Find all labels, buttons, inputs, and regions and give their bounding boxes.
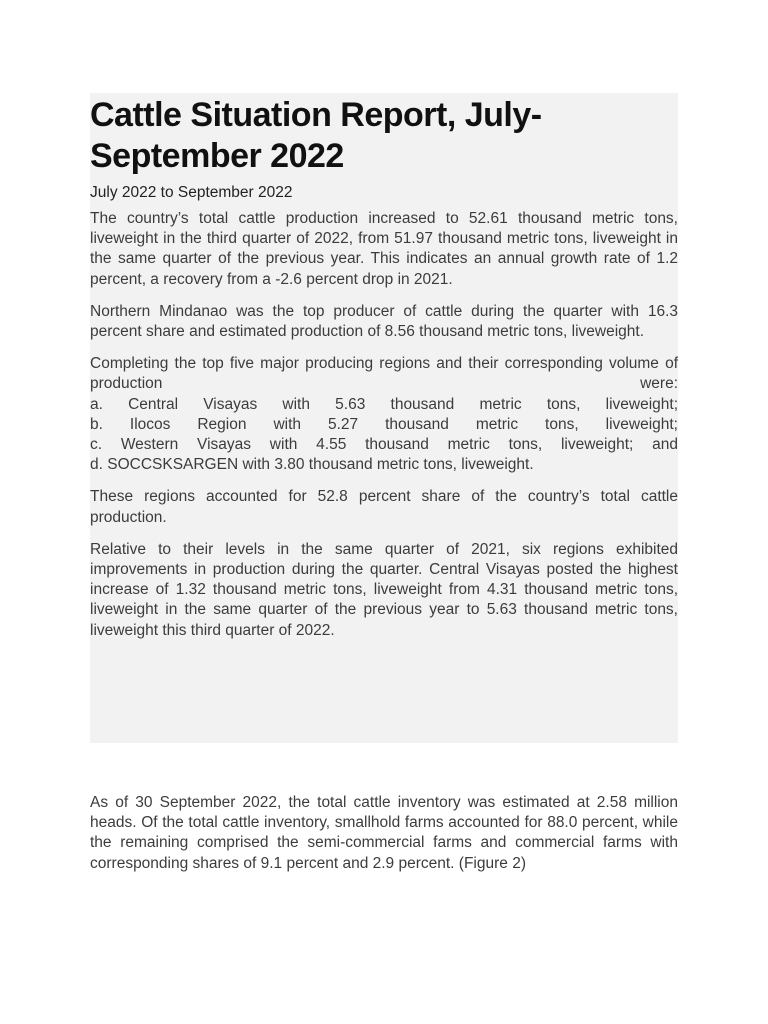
- page-title: Cattle Situation Report, July-September 2022: [90, 96, 542, 175]
- list-item: d. SOCCSKSARGEN with 3.80 thousand metric tons, liveweight.: [90, 456, 534, 474]
- paragraph-top-producer: Northern Mindanao was the top producer of cattle during the quarter with 16.3 percent share and estimated production of 8.56 thousand metric tons, liveweight.: [90, 302, 678, 341]
- paragraph-top-regions: [90, 354, 678, 475]
- paragraph-inventory: As of 30 September 2022, the total cattle inventory was estimated at 2.58 million heads. Of the total cattle inventory, smallhold farms accounted for 88.0 percent, while the remaining comprised the semi-commercial farms and commercial farms with corresponding shares of 9.1 percent and 2.9 percent. (Figure 2): [90, 794, 678, 872]
- report-content: [90, 93, 678, 641]
- list-item: b. Ilocos Region with 5.27 thousand metric tons, liveweight;: [90, 415, 678, 433]
- list-item: c. Western Visayas with 4.55 thousand metric tons, liveweight; and: [90, 436, 678, 454]
- paragraph-production: The country’s total cattle production increased to 52.61 thousand metric tons, liveweight in the third quarter of 2022, from 51.97 thousand metric tons, liveweight in the same quarter of the previous year. This indicates an annual growth rate of 1.2 percent, a recovery from a -2.6 percent drop in 2021.: [90, 210, 678, 288]
- report-period: July 2022 to September 2022: [90, 184, 293, 201]
- list-item: a. Central Visayas with 5.63 thousand metric tons, liveweight;: [90, 395, 678, 413]
- paragraph-regions-share: These regions accounted for 52.8 percent share of the country’s total cattle production.: [90, 488, 678, 526]
- paragraph-improvements: Relative to their levels in the same quarter of 2021, six regions exhibited improvements in production during the quarter. Central Visayas posted the highest increase of 1.32 thousand metric tons, liveweight from 4.31 thousand metric tons, liveweight in the same quarter of the previous year to 5.63 thousand metric tons, liveweight this third quarter of 2022.: [90, 540, 678, 639]
- top-regions-intro: Completing the top five major producing regions and their corresponding volume of production were:: [90, 355, 678, 393]
